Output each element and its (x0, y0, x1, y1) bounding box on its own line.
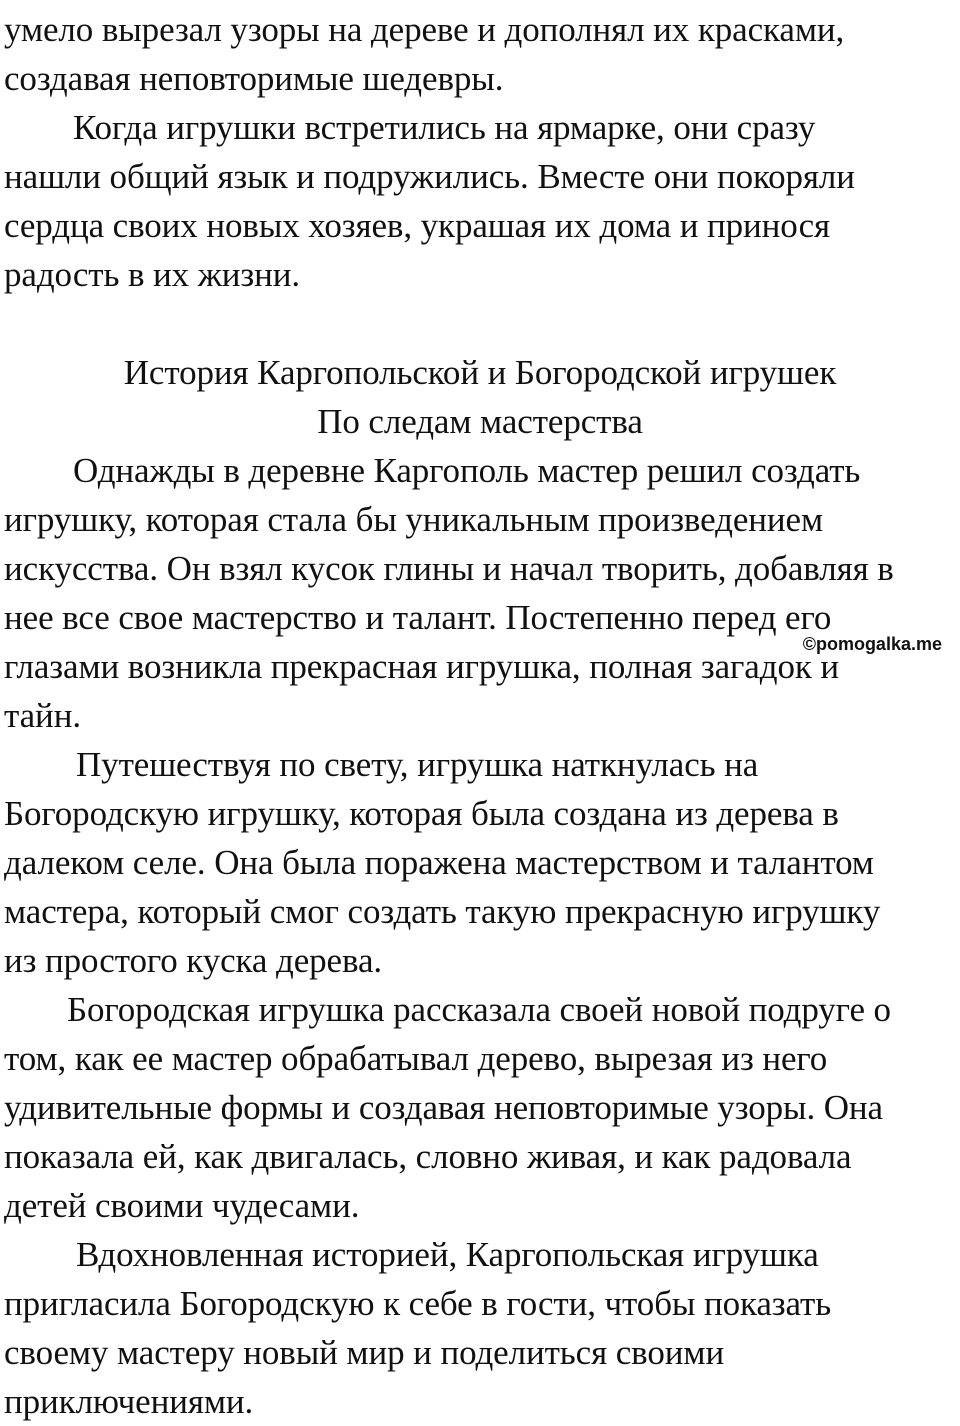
text-line: Когда игрушки встретились на ярмарке, они сразу (73, 108, 816, 147)
text-line: мастера, который смог создать такую прекрасную игрушку (4, 892, 881, 931)
text-line: Вдохновленная историей, Каргопольская игрушка (76, 1235, 819, 1274)
text-line: Богородскую игрушку, которая была создана из дерева в (4, 794, 839, 833)
watermark: ©pomogalka.me (802, 634, 942, 654)
text-line: пригласила Богородскую к себе в гости, чтобы показать (4, 1284, 832, 1323)
text-line: сердца своих новых хозяев, украшая их дома и принося (4, 206, 830, 245)
text-line: глазами возникла прекрасная игрушка, полная загадок и (4, 647, 840, 686)
text-line: нее все свое мастерство и талант. Постепенно перед его (4, 598, 832, 637)
text-line: далеком селе. Она была поражена мастерством и талантом (4, 843, 874, 882)
text-line: тайн. (4, 696, 81, 735)
text-line: игрушку, которая стала бы уникальным произведением (4, 500, 824, 539)
text-line: том, как ее мастер обрабатывал дерево, вырезая из него (4, 1039, 828, 1078)
text-line: создавая неповторимые шедевры. (4, 59, 504, 98)
text-line: из простого куска дерева. (4, 941, 383, 980)
text-line: приключениями. (4, 1382, 254, 1421)
text-line: Богородская игрушка рассказала своей новой подруге о (67, 990, 891, 1029)
section-title: История Каргопольской и Богородской игрушек (123, 353, 837, 392)
text-line: показала ей, как двигалась, словно живая, и как радовала (4, 1137, 852, 1176)
text-line: Путешествуя по свету, игрушка наткнулась на (76, 745, 759, 784)
section-subtitle: По следам мастерства (317, 402, 643, 441)
text-line: нашли общий язык и подружились. Вместе они покоряли (4, 157, 855, 196)
text-line: своему мастеру новый мир и поделиться своими (4, 1333, 725, 1372)
text-line: удивительные формы и создавая неповторимые узоры. Она (4, 1088, 883, 1127)
text-line: искусства. Он взял кусок глины и начал творить, добавляя в (4, 549, 894, 588)
text-line: Однажды в деревне Каргополь мастер решил создать (73, 451, 861, 490)
text-line: умело вырезал узоры на дереве и дополнял их красками, (4, 10, 845, 49)
text-line: радость в их жизни. (4, 255, 301, 294)
text-line: детей своими чудесами. (4, 1186, 360, 1225)
